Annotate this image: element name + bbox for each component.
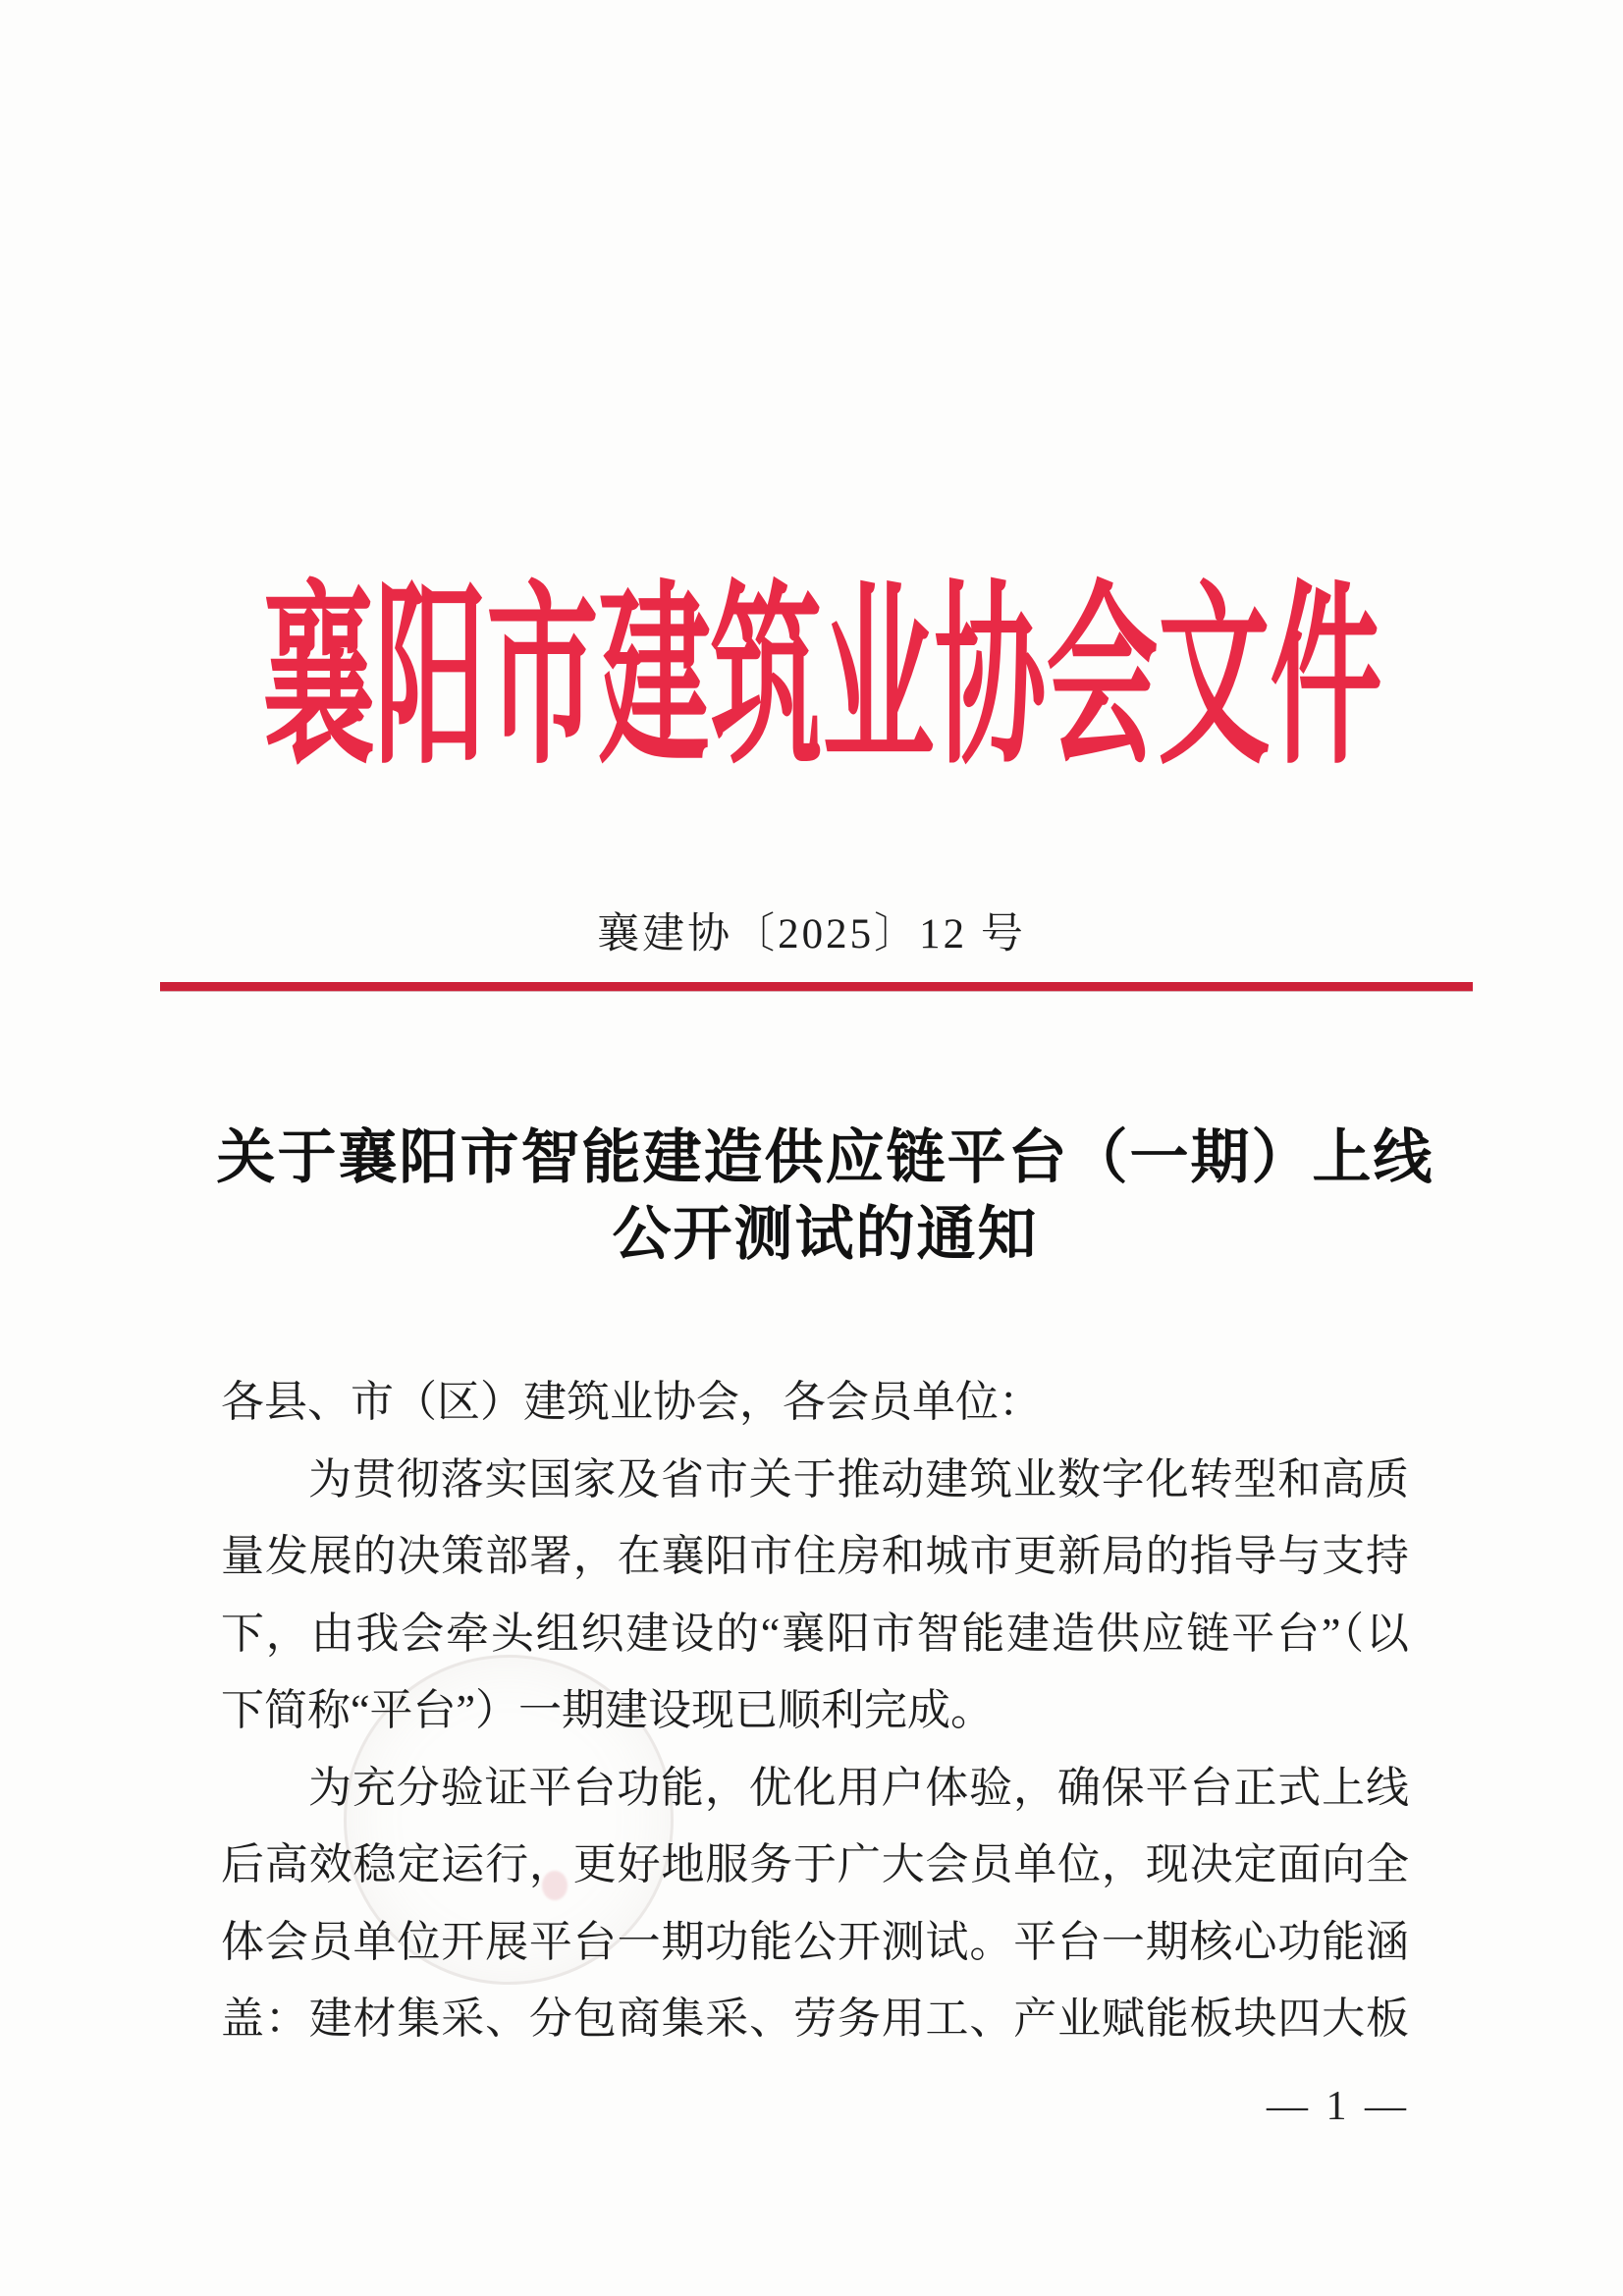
paragraph1-line3: 下，由我会牵头组织建设的“襄阳市智能建造供应链平台”（以 xyxy=(221,1609,1409,1658)
document-number: 襄建协〔2025〕12 号 xyxy=(597,911,1026,957)
red-divider-rule xyxy=(160,982,1473,991)
masthead-title: 襄阳市建筑业协会文件 xyxy=(262,569,1382,788)
notice-title xyxy=(14,1120,1623,1273)
notice-title-line1: 关于襄阳市智能建造供应链平台（一期）上线 xyxy=(216,1124,1434,1190)
paragraph2-line4: 盖：建材集采、分包商集采、劳务用工、产业赋能板块四大板 xyxy=(221,1995,1409,2043)
notice-title-line2: 公开测试的通知 xyxy=(612,1201,1039,1267)
paragraph2-line2: 后高效稳定运行，更好地服务于广大会员单位，现决定面向全 xyxy=(221,1840,1409,1888)
page-number: — 1 — xyxy=(1267,2084,1410,2129)
paragraph1-line1: 为贯彻落实国家及省市关于推动建筑业数字化转型和高质 xyxy=(308,1454,1409,1503)
paragraph2-line3: 体会员单位开展平台一期功能公开测试。平台一期核心功能涵 xyxy=(221,1917,1409,1966)
salutation-line: 各县、市（区）建筑业协会，各会员单位： xyxy=(221,1378,1042,1426)
paragraph2-line1: 为充分验证平台功能，优化用户体验，确保平台正式上线 xyxy=(308,1763,1409,1812)
paragraph1-line4: 下简称“平台”）一期建设现已顺利完成。 xyxy=(221,1686,995,1734)
document-body xyxy=(221,1364,1409,2058)
paragraph1-line2: 量发展的决策部署，在襄阳市住房和城市更新局的指导与支持 xyxy=(221,1532,1409,1580)
